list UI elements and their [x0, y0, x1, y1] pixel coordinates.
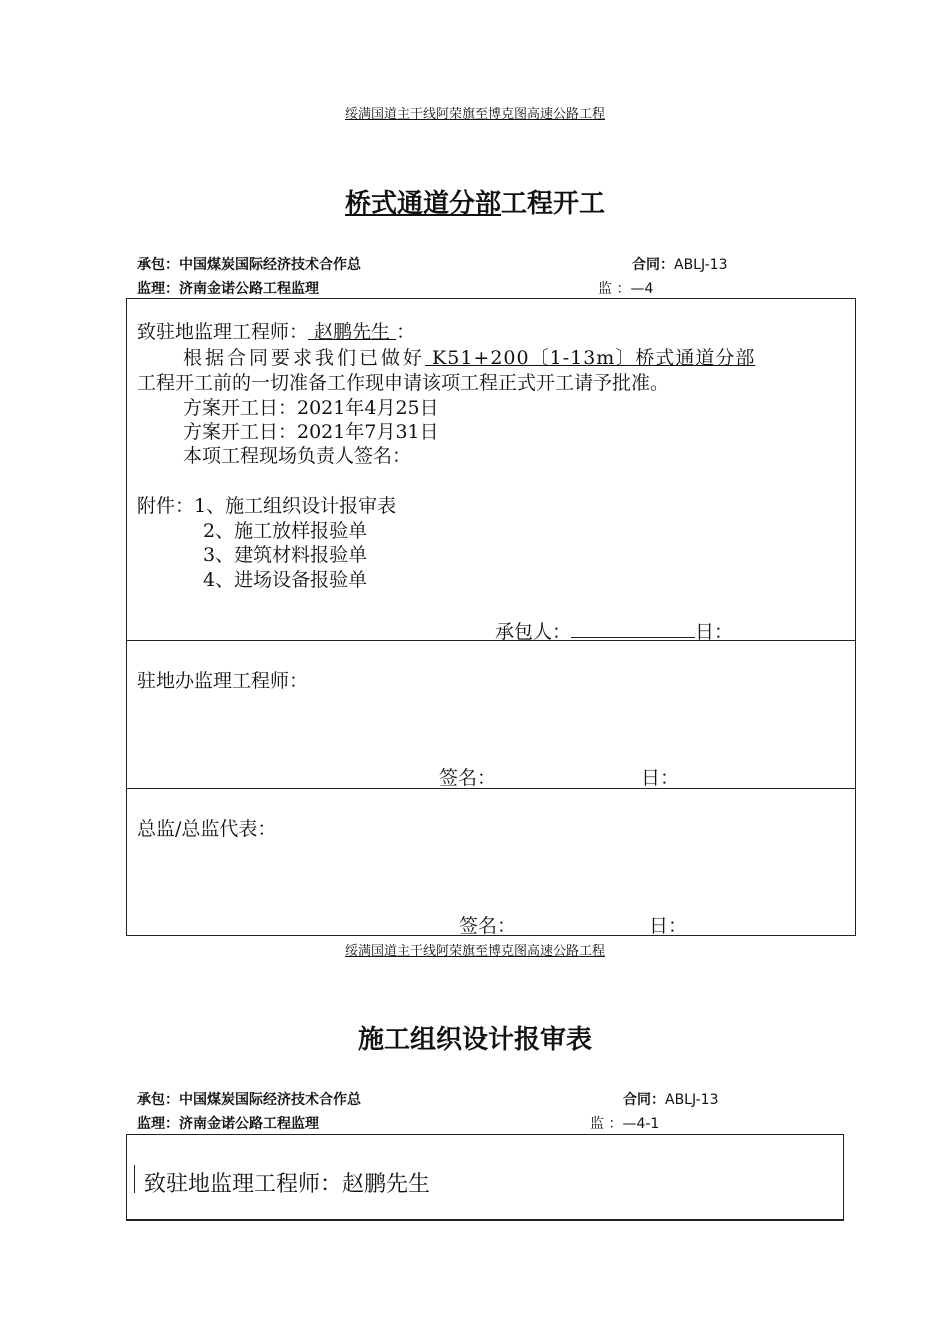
attach-2: 2、施工放样报验单	[203, 520, 368, 542]
page2-box	[126, 1134, 844, 1221]
salutation-suffix: ：	[396, 321, 416, 343]
page2-contract-value: ABLJ-13	[665, 1092, 719, 1108]
plan-start: 方案开工日：2021年4月25日	[183, 397, 439, 419]
salutation-name: 赵鹏先生	[308, 321, 397, 343]
page2-header: 绥满国道主干线阿荣旗至博克图高速公路工程	[344, 944, 605, 959]
page2-contractor-label: 承包：	[137, 1092, 179, 1108]
page2-contractor	[137, 1089, 361, 1109]
contractor-label: 承包：	[137, 257, 179, 273]
supervisor-value: 济南金诺公路工程监理	[179, 281, 319, 297]
page2-box-left-rule	[126, 1134, 127, 1221]
contractor-value: 中国煤炭国际经济技术合作总	[179, 257, 361, 273]
page1-title	[0, 183, 950, 220]
page2-form-no: 监 ：—4-1	[590, 1116, 660, 1132]
salutation-prefix: 致驻地监理工程师：	[137, 321, 309, 343]
contractor-sign-label: 承包人：	[495, 621, 572, 643]
page2-salutation: 致驻地监理工程师：赵鹏先生	[144, 1172, 431, 1197]
page1-header: 绥满国道主干线阿荣旗至博克图高速公路工程	[344, 107, 605, 122]
section1-box	[126, 298, 856, 641]
page1-title-underlined: 桥式通道分部	[344, 189, 501, 219]
page2-contract	[623, 1089, 718, 1109]
site-sign: 本项工程现场负责人签名：	[183, 445, 412, 467]
section3-date-label: 日：	[649, 915, 688, 937]
supervisor-label: 监理：	[137, 281, 179, 297]
page2-box-inner-rule	[134, 1165, 135, 1193]
plan-end: 方案开工日：2021年7月31日	[183, 421, 439, 443]
contractor-date-label: 日：	[695, 621, 734, 643]
body-prefix: 根据合同要求我们已做好	[183, 347, 426, 369]
attach-3: 3、建筑材料报验单	[203, 544, 368, 566]
section3-sign-label: 签名：	[459, 915, 517, 937]
page2-supervisor-label: 监理：	[137, 1116, 179, 1132]
contract-label: 合同：	[632, 257, 674, 273]
page2-contract-label: 合同：	[623, 1092, 665, 1108]
resident-engineer-label: 驻地办监理工程师：	[137, 670, 309, 692]
page2-box-bottom-rule	[126, 1219, 844, 1221]
page1-contractor	[137, 254, 361, 274]
body-underlined: K51+200〔1-13m〕桥式通道分部	[425, 347, 756, 369]
page1-title-rest: 工程开工	[501, 189, 606, 219]
attach-1: 附件：1、施工组织设计报审表	[137, 495, 397, 517]
contractor-sign-blank[interactable]	[571, 619, 695, 638]
page1-form-no: 监 ：—4	[598, 281, 654, 297]
page2-title: 施工组织设计报审表	[357, 1025, 592, 1055]
body-line2: 工程开工前的一切准备工作现申请该项工程正式开工请予批准。	[137, 372, 670, 394]
chief-supervisor-label: 总监/总监代表：	[137, 818, 277, 840]
page2-supervisor-value: 济南金诺公路工程监理	[179, 1116, 319, 1132]
page1-contract	[632, 254, 727, 274]
section3-box	[126, 788, 856, 936]
page2-contractor-value: 中国煤炭国际经济技术合作总	[179, 1092, 361, 1108]
page1-supervisor	[137, 278, 319, 298]
section2-sign-label: 签名：	[439, 767, 497, 789]
page2-supervisor	[137, 1113, 319, 1133]
section2-box	[126, 640, 856, 789]
contract-value: ABLJ-13	[674, 257, 728, 273]
salutation	[137, 317, 415, 344]
section2-date-label: 日：	[641, 767, 680, 789]
body-line1	[183, 343, 755, 370]
attach-4: 4、进场设备报验单	[203, 569, 368, 591]
